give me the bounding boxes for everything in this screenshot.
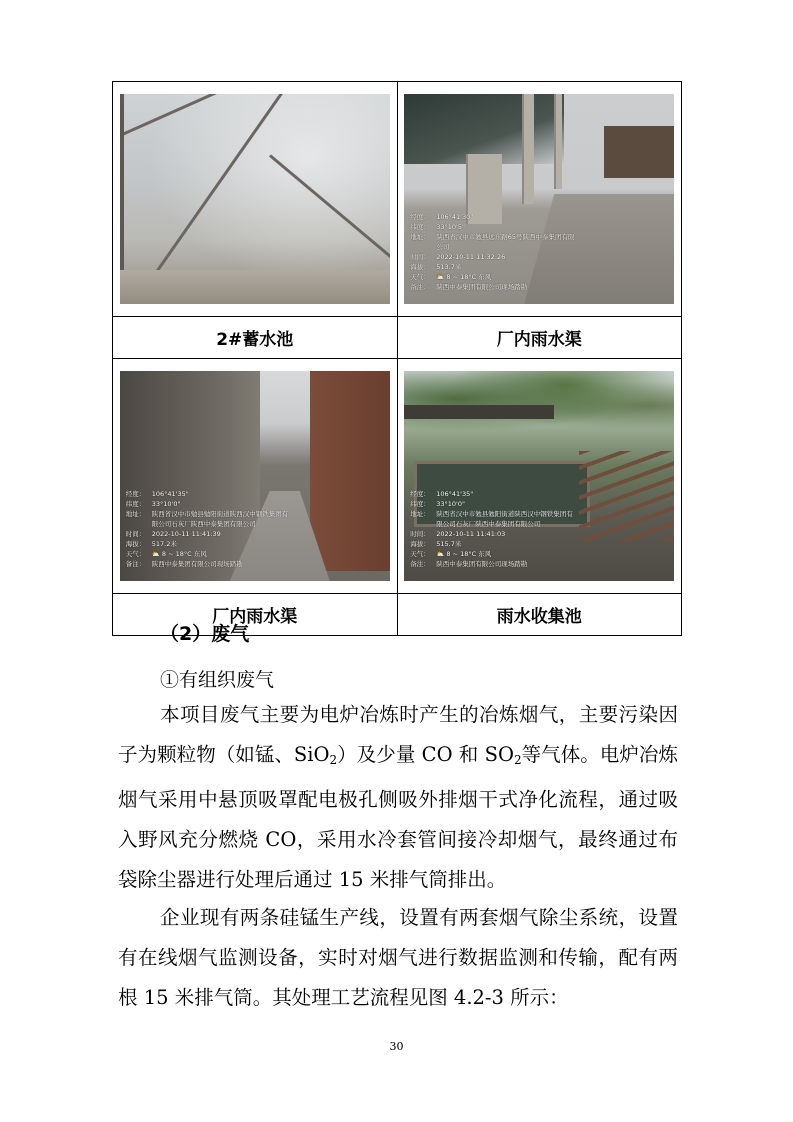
subsection-heading: ①有组织废气 [160, 669, 275, 691]
paragraph-exhaust-description: 本项目废气主要为电炉冶炼时产生的冶炼烟气，主要污染因子为颗粒物（如锰、SiO$_2$）及少量 CO 和 $SO_2$等气体。电炉冶炼烟气采用中悬顶吸罩配电极孔侧吸外排烟干式净化流程，通过吸入野风充分燃烧 CO，采用水冷套管间接冷却烟气，最终通过布袋除尘器进行处理后通过 15 米排气筒排出。 [118, 703, 678, 891]
photo-watermark: 经度： 106°41'35" 纬度： 33°10'0" 地址： 陕西省汉中市勉县勉阳街道陕西汉中钢铁集团有 限公司石灰厂陕西中泰集团有限公司 时间： 2022-10-11 11:41:39 海拔： 517.2米 天气： ⛅ 8 ~ 18°C 东风 备注： 陕西中泰集团有限公司现场踏勘 [125, 490, 289, 568]
photo-cell-4 [397, 359, 682, 594]
section-heading: （2）废气 [160, 623, 250, 645]
photo-cell-2 [397, 82, 682, 317]
photo-watermark: 经度： 106°41'35" 纬度： 33°10'0" 地址： 陕西省汉中市勉县勉阳街道陕西汉中钢铁集团有 限公司石灰厂陕西中泰集团有限公司 时间： 2022-10-11 11:41:03 海拔： 515.7米 天气： ⛅ 8 ~ 18°C 东风 备注： 陕西中泰集团有限公司现场踏勘 [410, 490, 573, 568]
photo-cell-3 [113, 359, 398, 594]
photo-watermark: 经度： 106°41'30" 纬度： 33°10'5" 地址： 陕西省汉中市勉县远东路65号陕西中泰集团有限 公司 时间： 2022-10-11 11:32:26 海拔： 513.7米 天气： ⛅ 8 ~ 18°C 东风 备注： 陕西中泰集团有限公司现场踏勘 [410, 213, 575, 291]
photo-caption: 2#蓄水池 [113, 317, 398, 359]
photo-storage-pool [120, 94, 390, 304]
photo-caption: 雨水收集池 [397, 594, 682, 636]
page-number: 30 [389, 1040, 404, 1053]
photo-rain-channel-1 [404, 94, 674, 304]
site-photo-table [112, 81, 682, 636]
photo-caption: 厂内雨水渠 [397, 317, 682, 359]
photo-rain-collection-pool [404, 371, 674, 581]
photo-rain-channel-2 [120, 371, 390, 581]
paragraph-production-lines: 企业现有两条硅锰生产线，设置有两套烟气除尘系统，设置有在线烟气监测设备，实时对烟气进行数据监测和传输，配有两根 15 米排气筒。其处理工艺流程见图 4.2-3 所示： [118, 906, 678, 1009]
photo-cell-1 [113, 82, 398, 317]
photo-caption: 厂内雨水渠 [113, 594, 398, 636]
